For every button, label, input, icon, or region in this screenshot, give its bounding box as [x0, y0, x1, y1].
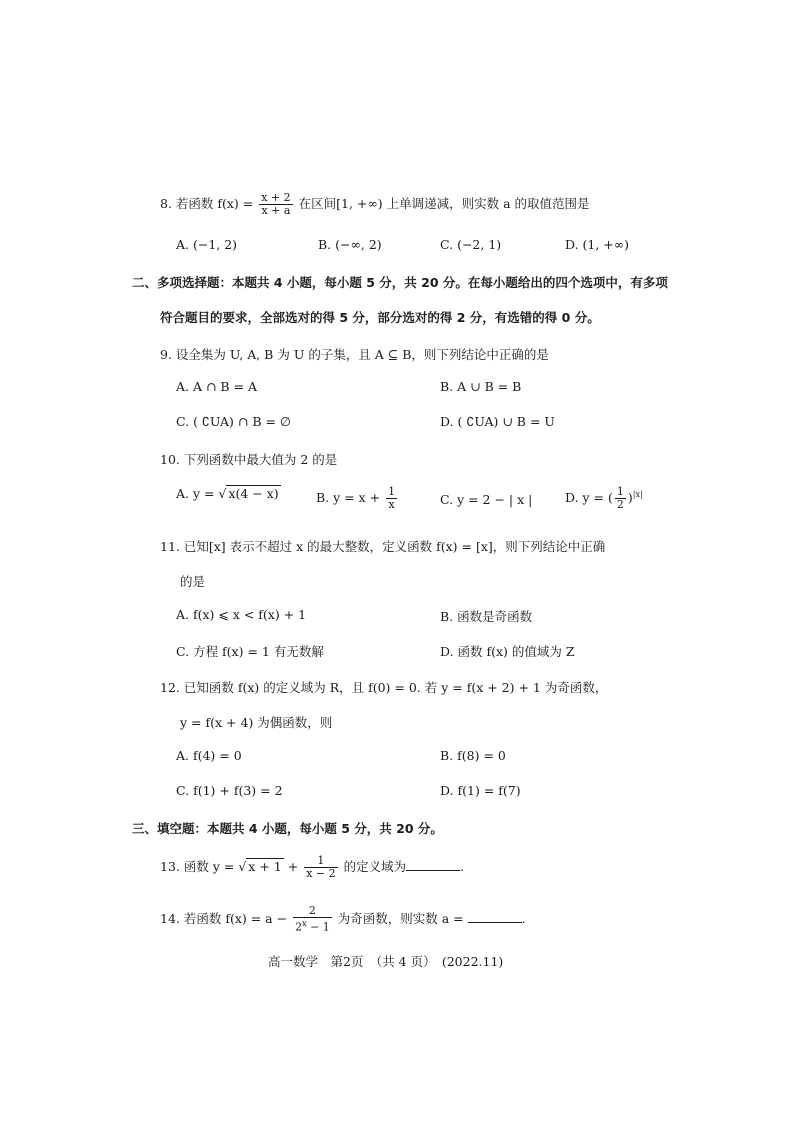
q14-answer-blank[interactable] — [468, 912, 522, 923]
q12-stem-line1: 12. 已知函数 f(x) 的定义域为 R，且 f(0) = 0. 若 y = f(x + 2) + 1 为奇函数， — [160, 680, 608, 695]
section2-heading-line1: 二、多项选择题：本题共 4 小题，每小题 5 分，共 20 分。在每小题给出的四个选项中，有多项 — [132, 275, 668, 290]
q13-stem — [160, 855, 464, 880]
q12-option-c: C. f(1) + f(3) = 2 — [176, 783, 283, 798]
q14-end: . — [521, 910, 526, 926]
q10-option-b-num: 1 — [388, 485, 396, 498]
sqrt-sign: √ x(4 − x) — [218, 486, 279, 501]
q8-option-a: A. (−1, 2) — [176, 237, 238, 252]
q13-radicand: x + 1 — [248, 859, 282, 874]
q10-stem: 10. 下列函数中最大值为 2 的是 — [160, 452, 338, 467]
q8-option-c: C. (−2, 1) — [440, 237, 502, 252]
q14-den-rest: − 1 — [306, 920, 330, 934]
q11-option-a: A. f(x) ⩽ x < f(x) + 1 — [176, 607, 307, 622]
q12-stem-line2: y = f(x + 4) 为偶函数，则 — [180, 715, 333, 730]
q10-option-d-den: 2 — [616, 498, 624, 511]
sqrt-sign: √ x + 1 — [238, 859, 282, 874]
q10-option-b-pre: B. y = x + — [316, 490, 381, 505]
q8-option-d: D. (1, +∞) — [565, 237, 630, 252]
q14-fraction — [293, 905, 332, 934]
q11-stem-line1: 11. 已知[x] 表示不超过 x 的最大整数，定义函数 f(x) = [x]，则下列结论中正确 — [160, 539, 606, 554]
q9-stem: 9. 设全集为 U, A, B 为 U 的子集，且 A ⊆ B，则下列结论中正确的是 — [160, 347, 549, 362]
q8-stem-pre: 8. 若函数 f(x) = — [160, 196, 254, 211]
q9-option-b: B. A ∪ B = B — [440, 379, 522, 394]
q10-option-b — [316, 486, 399, 511]
q10-option-c: C. y = 2 − | x | — [440, 492, 533, 507]
q11-option-b: B. 函数是奇函数 — [440, 609, 533, 624]
q13-fraction — [304, 855, 337, 880]
q14-post: 为奇函数，则实数 a = — [337, 910, 464, 926]
q14-pre: 14. 若函数 f(x) = a − — [160, 910, 288, 926]
q10-option-d-exponent: |x| — [632, 489, 643, 499]
q11-option-c: C. 方程 f(x) = 1 有无数解 — [176, 644, 324, 659]
q10-option-d-pre: D. y = ( — [565, 490, 613, 505]
q8-option-b: B. (−∞, 2) — [318, 237, 382, 252]
q9-option-c: C. ( ∁UA) ∩ B = ∅ — [176, 414, 291, 429]
q10-option-d-num: 1 — [616, 485, 624, 498]
q8-stem — [160, 192, 590, 217]
q14-stem — [160, 905, 526, 934]
q10-option-b-den: x — [388, 498, 395, 511]
q12-option-d: D. f(1) = f(7) — [440, 783, 521, 798]
q10-option-d — [565, 486, 643, 511]
q8-fraction — [259, 192, 292, 217]
q14-frac-num: 2 — [293, 905, 332, 918]
q13-post: 的定义域为 — [343, 859, 407, 874]
q12-option-a: A. f(4) = 0 — [176, 748, 242, 763]
q10-option-a — [176, 486, 281, 501]
q14-den-exponent: x — [302, 919, 307, 928]
q12-option-b: B. f(8) = 0 — [440, 748, 506, 763]
q9-option-a: A. A ∩ B = A — [176, 379, 258, 394]
section2-heading-line2: 符合题目的要求，全部选对的得 5 分，部分选对的得 2 分，有选错的得 0 分。 — [160, 310, 600, 325]
q10-option-b-fraction — [386, 486, 397, 511]
q8-stem-post: 在区间[1, +∞) 上单调递减，则实数 a 的取值范围是 — [298, 196, 590, 211]
q11-stem-line2: 的是 — [180, 574, 206, 589]
page-footer: 高一数学 第2页 （共 4 页） (2022.11) — [268, 954, 504, 969]
section3-heading: 三、填空题：本题共 4 小题，每小题 5 分，共 20 分。 — [132, 821, 443, 836]
q9-option-d: D. ( ∁UA) ∪ B = U — [440, 414, 555, 429]
q8-frac-den: x + a — [261, 204, 291, 217]
q11-option-d: D. 函数 f(x) 的值域为 Z — [440, 644, 575, 659]
q13-answer-blank[interactable] — [406, 860, 460, 871]
q13-pre: 13. 函数 y = — [160, 859, 235, 874]
q13-plus: + — [287, 859, 299, 874]
q10-option-a-pre: A. y = — [176, 486, 215, 501]
q14-den-base: 2 — [295, 920, 303, 934]
q14-frac-den — [293, 918, 332, 934]
q10-option-d-post: ) — [627, 490, 633, 505]
q13-frac-den: x − 2 — [306, 867, 336, 880]
q10-option-a-radicand: x(4 − x) — [228, 486, 279, 501]
q8-frac-num: x + 2 — [261, 191, 291, 204]
q10-option-d-fraction — [615, 486, 626, 511]
q13-end: . — [460, 859, 465, 874]
q13-frac-num: 1 — [304, 855, 337, 868]
